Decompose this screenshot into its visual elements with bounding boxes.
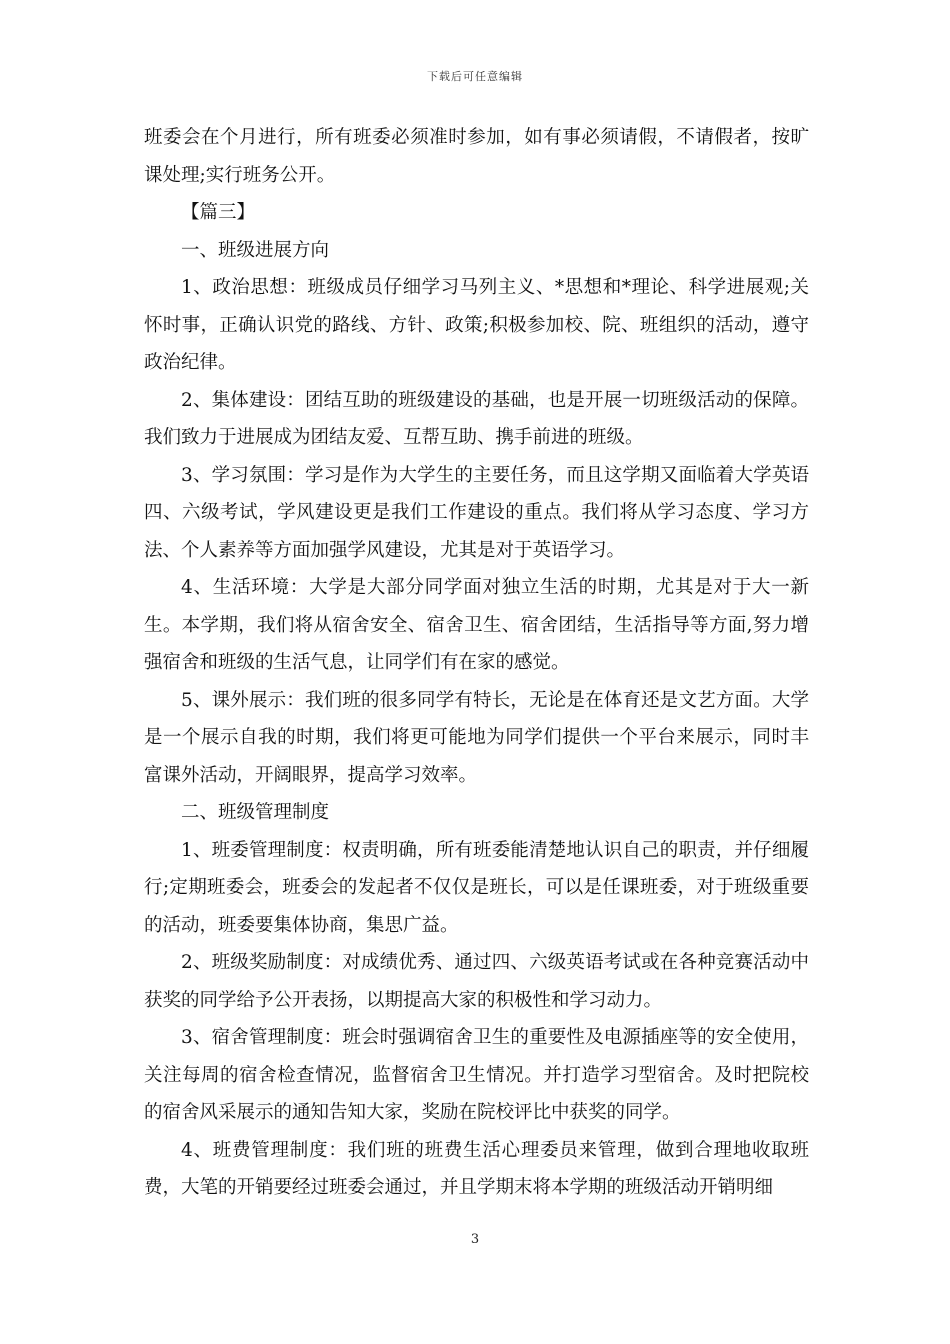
paragraph-study-atmosphere: 3、学习氛围：学习是作为大学生的主要任务，而且这学期又面临着大学英语四、六级考试，学风建设更是我们工作建设的重点。我们将从学习态度、学习方法、个人素养等方面加强学风建设，尤其是对于英语学习。: [144, 464, 809, 561]
document-body: [144, 119, 809, 1207]
paragraph-reward-system: 2、班级奖励制度：对成绩优秀、通过四、六级英语考试或在各种竞赛活动中获奖的同学给予公开表扬，以期提高大家的积极性和学习动力。: [144, 952, 809, 1011]
section-heading-part-three: 【篇三】: [181, 202, 256, 223]
paragraph-collective-building: 2、集体建设：团结互助的班级建设的基础，也是开展一切班级活动的保障。我们致力于进展成为团结友爱、互帮互助、携手前进的班级。: [144, 389, 809, 448]
paragraph-living-environment: 4、生活环境：大学是大部分同学面对独立生活的时期，尤其是对于大一新生。本学期，我们将从宿舍安全、宿舍卫生、宿舍团结，生活指导等方面,努力增强宿舍和班级的生活气息，让同学们有在家的感觉。: [144, 577, 809, 673]
subheading-management-system: 二、班级管理制度: [181, 802, 330, 823]
paragraph-continuation: 班委会在个月进行，所有班委必须准时参加，如有事必须请假，不请假者，按旷课处理;实行班务公开。: [144, 127, 809, 186]
page-header: 下载后可任意编辑: [427, 70, 523, 83]
paragraph-fee-management: 4、班费管理制度：我们班的班费生活心理委员来管理，做到合理地收取班费，大笔的开销要经过班委会通过，并且学期末将本学期的班级活动开销明细: [144, 1139, 809, 1198]
paragraph-extracurricular: 5、课外展示：我们班的很多同学有特长，无论是在体育还是文艺方面。大学是一个展示自我的时期，我们将更可能地为同学们提供一个平台来展示，同时丰富课外活动，开阔眼界，提高学习效率。: [144, 689, 809, 786]
paragraph-political-thought: 1、政治思想：班级成员仔细学习马列主义、*思想和*理论、科学进展观;关怀时事，正确认识党的路线、方针、政策;积极参加校、院、班组织的活动，遵守政治纪律。: [144, 277, 809, 373]
paragraph-dorm-management: 3、宿舍管理制度：班会时强调宿舍卫生的重要性及电源插座等的安全使用，关注每周的宿舍检查情况，监督宿舍卫生情况。并打造学习型宿舍。及时把院校的宿舍风采展示的通知告知大家，奖励在院校评比中获奖的同学。: [144, 1027, 809, 1123]
paragraph-committee-management: 1、班委管理制度：权责明确，所有班委能清楚地认识自己的职责，并仔细履行;定期班委会，班委会的发起者不仅仅是班长，可以是任课班委，对于班级重要的活动，班委要集体协商，集思广益。: [144, 839, 809, 936]
page-number: 3: [470, 1232, 480, 1247]
subheading-development-direction: 一、班级进展方向: [181, 239, 330, 261]
